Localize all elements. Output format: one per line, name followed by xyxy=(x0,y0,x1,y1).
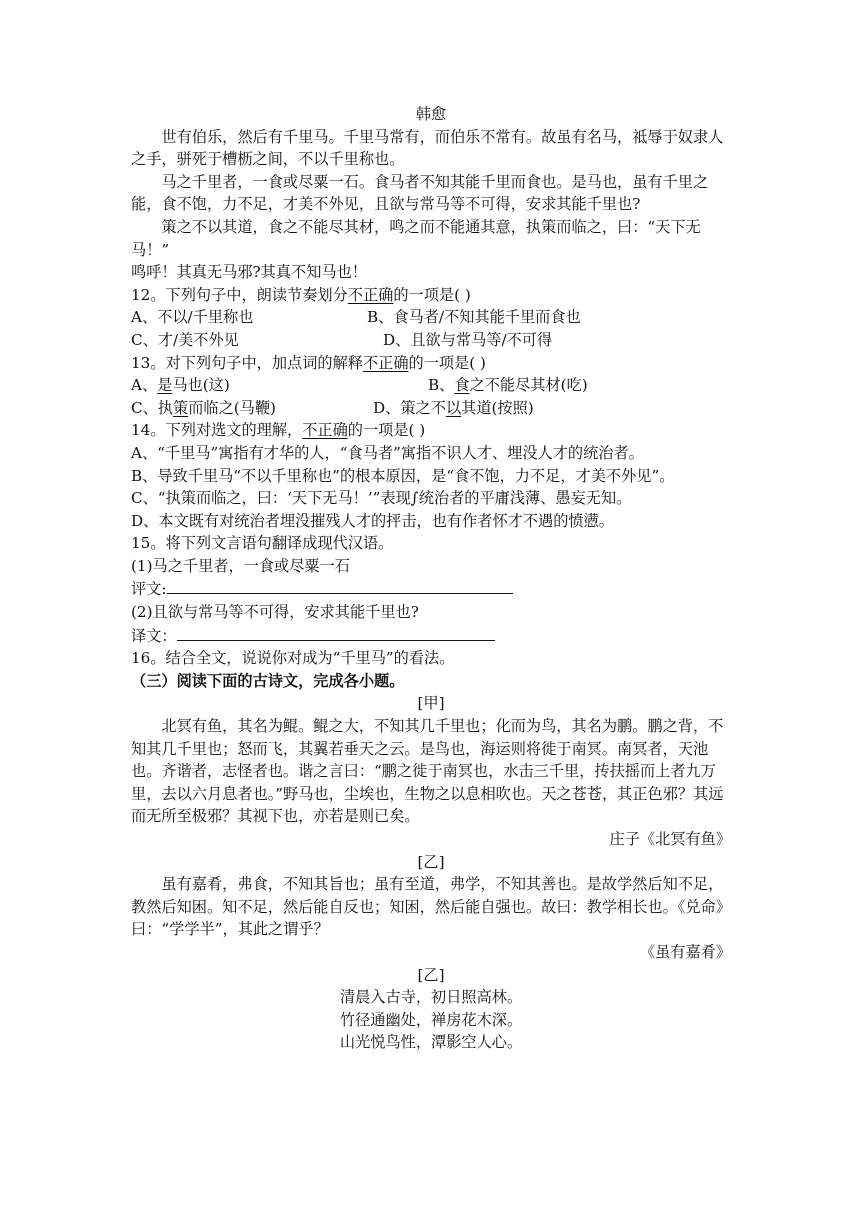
q13-option-b: B、食之不能尽其材(吃) xyxy=(428,376,588,395)
q13-option-c: C、执策而临之(马鞭) xyxy=(131,398,276,417)
q13-options-row-2 xyxy=(131,397,731,420)
emphasis-incorrect: 不正确 xyxy=(362,353,409,372)
q15-answer-line-2: 译文： xyxy=(131,624,731,648)
q15-sentence-2: (2)且欲与常马等不可得，安求其能千里也? xyxy=(131,603,419,622)
passage-paragraph-2: 马之千里者，一食或尽粟一石。食马者不知其能千里而食也。是马也，虽有千里之能，食不饱，力不足，才美不外见，且欲与常马等不可得，安求其能千里也? xyxy=(131,172,709,214)
emphasis-incorrect: 不正确 xyxy=(302,421,348,440)
marked-word: 策 xyxy=(173,398,189,417)
q12-option-d: D、且欲与常马等/不可得 xyxy=(383,330,553,349)
section-3-heading: （三）阅读下面的古诗文，完成各小题。 xyxy=(131,671,405,690)
yi-source: 《虽有嘉肴》 xyxy=(639,942,731,961)
passage-paragraph-3: 策之不以其道，食之不能尽其材，鸣之而不能通其意，执策而临之，曰：“天下无马！” xyxy=(131,217,701,259)
question-16: 16。结合全文，说说你对成为“千里马”的看法。 xyxy=(131,649,455,668)
question-13: 13。对下列句子中，加点词的解释不正确的一项是( ) xyxy=(131,353,486,372)
question-15: 15。将下列文言语句翻译成现代汉语。 xyxy=(131,534,394,553)
q13-option-d: D、策之不以其道(按照) xyxy=(373,398,534,417)
q12-option-c: C、才/美不外见 xyxy=(131,330,239,349)
q14-option-b: B、导致千里马“不以千里称也”的根本原因，是“食不饱，力不足，才美不外见”。 xyxy=(131,466,675,485)
q12-options-row-2 xyxy=(131,329,731,352)
q12-options-row-1 xyxy=(131,306,731,329)
poem-line: 竹径通幽处，禅房花木深。 xyxy=(339,1010,523,1029)
q14-option-c: C、“执策而临之，曰：‘天下无马！’”表现∫统治者的平庸浅薄、愚妄无知。 xyxy=(131,489,632,508)
yi-passage: 虽有嘉肴，弗食，不知其旨也；虽有至道，弗学，不知其善也。是故学然后知不足，教然后知困。知不足，然后能自反也；知困，然后能自强也。故曰：教学相长也。《兑命》曰：“学学半”，其此之谓乎？ xyxy=(131,875,731,939)
poem xyxy=(131,986,731,1054)
poem-line: 山光悦鸟性，潭影空人心。 xyxy=(339,1033,523,1052)
emphasis-incorrect: 不正确 xyxy=(347,285,394,304)
poem-line: 清晨入古寺，初日照高林。 xyxy=(339,988,523,1007)
author-line: 韩愈 xyxy=(415,105,447,123)
q13-option-a: A、是马也(这) xyxy=(131,376,230,395)
q12-option-b: B、食马者/不知其能千里而食也 xyxy=(367,308,581,327)
q15-answer-line-1: 评文: xyxy=(131,577,731,601)
q13-options-row-1 xyxy=(131,374,731,397)
yi-label: [乙] xyxy=(417,852,445,871)
q14-option-a: A、“千里马”寓指有才华的人，“食马者”寓指不识人才、埋没人才的统治者。 xyxy=(131,443,644,462)
q14-option-d: D、本文既有对统治者埋没摧残人才的抨击，也有作者怀才不遇的愤懑。 xyxy=(131,511,614,530)
jia-passage: 北冥有鱼，其名为鲲。鲲之大，不知其几千里也；化而为鸟，其名为鹏。鹏之背，不知其几千里也；怒而飞，其翼若垂天之云。是鸟也，海运则将徙于南冥。南冥者，天池也。齐谐者，志怪者也。谐之言曰：“鹏之徙于南冥也，水击三千里，抟扶摇而上者九万里，去以六月息者也。”野马也，尘埃也，生物之以息相吹也。天之苍苍，其正色邪？其远而无所至极邪？其视下也，亦若是则已矣。 xyxy=(131,717,724,826)
answer-blank[interactable] xyxy=(167,577,513,594)
marked-word: 食 xyxy=(454,376,470,395)
marked-word: 是 xyxy=(157,376,173,395)
marked-word: 以 xyxy=(445,398,462,417)
answer-blank[interactable] xyxy=(177,624,495,641)
passage-paragraph-1: 世有伯乐，然后有千里马。千里马常有，而伯乐不常有。故虽有名马，祗辱于奴隶人之手，骈死于槽枥之间，不以千里称也。 xyxy=(131,127,724,169)
yi2-label: [乙] xyxy=(417,965,445,984)
q15-sentence-1: (1)马之千里者，一食或尽粟一石 xyxy=(131,556,350,575)
question-12: 12。下列句子中，朗读节奏划分不正确的一项是( ) xyxy=(131,285,471,304)
question-14: 14。下列对选文的理解，不正确的一项是( ) xyxy=(131,421,426,440)
jia-label: [甲] xyxy=(417,694,445,713)
jia-source: 庄子《北冥有鱼》 xyxy=(609,830,731,848)
document-page xyxy=(131,103,731,1054)
passage-paragraph-4: 鸣呼！其真无马邪?其真不知马也！ xyxy=(131,263,367,282)
q12-option-a: A、不以/千里称也 xyxy=(131,308,254,327)
